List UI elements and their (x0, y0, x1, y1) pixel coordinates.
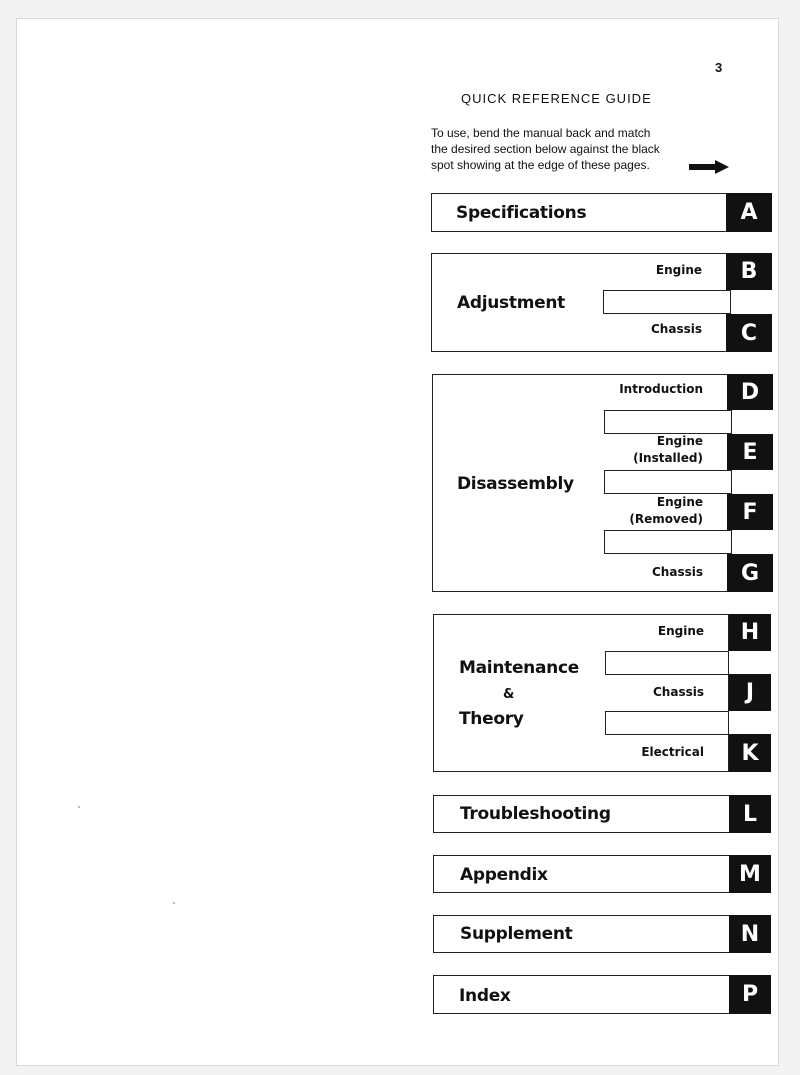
section-label-ampersand: & (503, 687, 515, 702)
subsection-label-engine: Engine (655, 263, 702, 277)
instruction-line: spot showing at the edge of these pages. (431, 158, 650, 172)
scan-speck (173, 902, 175, 904)
section-label-disassembly: Disassembly (457, 474, 574, 494)
subsection-label-line: (Removed) (629, 512, 703, 526)
tab-p[interactable]: P (729, 975, 771, 1014)
tab-slot (604, 530, 732, 554)
scan-speck (78, 806, 80, 808)
section-label-theory: Theory (459, 709, 524, 729)
section-label-supplement: Supplement (460, 924, 573, 944)
section-label-adjustment: Adjustment (457, 293, 565, 313)
tab-slot (605, 651, 729, 675)
subsection-label-chassis: Chassis (653, 685, 704, 699)
instruction-line: the desired section below against the black (431, 142, 660, 156)
tab-d[interactable]: D (727, 374, 773, 410)
page-title: QUICK REFERENCE GUIDE (461, 91, 652, 106)
subsection-label-engine-removed (629, 494, 703, 528)
subsection-label-line: Engine (656, 434, 703, 448)
subsection-label-engine-installed (633, 433, 703, 467)
subsection-label-chassis: Chassis (651, 322, 702, 336)
subsection-label-engine: Engine (657, 624, 704, 638)
tab-c[interactable]: C (726, 314, 772, 352)
section-label-appendix: Appendix (460, 865, 548, 885)
tab-b[interactable]: B (726, 253, 772, 290)
subsection-label-line: (Installed) (633, 451, 703, 465)
tab-e[interactable]: E (727, 434, 773, 470)
section-label-index: Index (459, 986, 511, 1006)
section-label-specifications: Specifications (456, 203, 587, 223)
tab-n[interactable]: N (729, 915, 771, 953)
page-number: 3 (715, 60, 723, 75)
tab-slot (604, 470, 732, 494)
section-label-maintenance: Maintenance (459, 658, 579, 678)
subsection-label-chassis: Chassis (652, 565, 703, 579)
tab-j[interactable]: J (729, 674, 771, 711)
tab-slot (604, 410, 732, 434)
arrow-right-icon (689, 160, 729, 174)
tab-k[interactable]: K (729, 734, 771, 772)
tab-h[interactable]: H (729, 614, 771, 651)
tab-f[interactable]: F (727, 494, 773, 530)
tab-slot (605, 711, 729, 735)
section-label-troubleshooting: Troubleshooting (460, 804, 611, 824)
subsection-label-line: Engine (656, 495, 703, 509)
tab-g[interactable]: G (727, 554, 773, 592)
instructions (431, 125, 711, 173)
tab-a[interactable]: A (726, 193, 772, 232)
tab-slot (603, 290, 731, 314)
instruction-line: To use, bend the manual back and match (431, 126, 651, 140)
tab-l[interactable]: L (729, 795, 771, 833)
subsection-label-introduction: Introduction (619, 382, 703, 396)
subsection-label-electrical: Electrical (641, 745, 704, 759)
tab-m[interactable]: M (729, 855, 771, 893)
